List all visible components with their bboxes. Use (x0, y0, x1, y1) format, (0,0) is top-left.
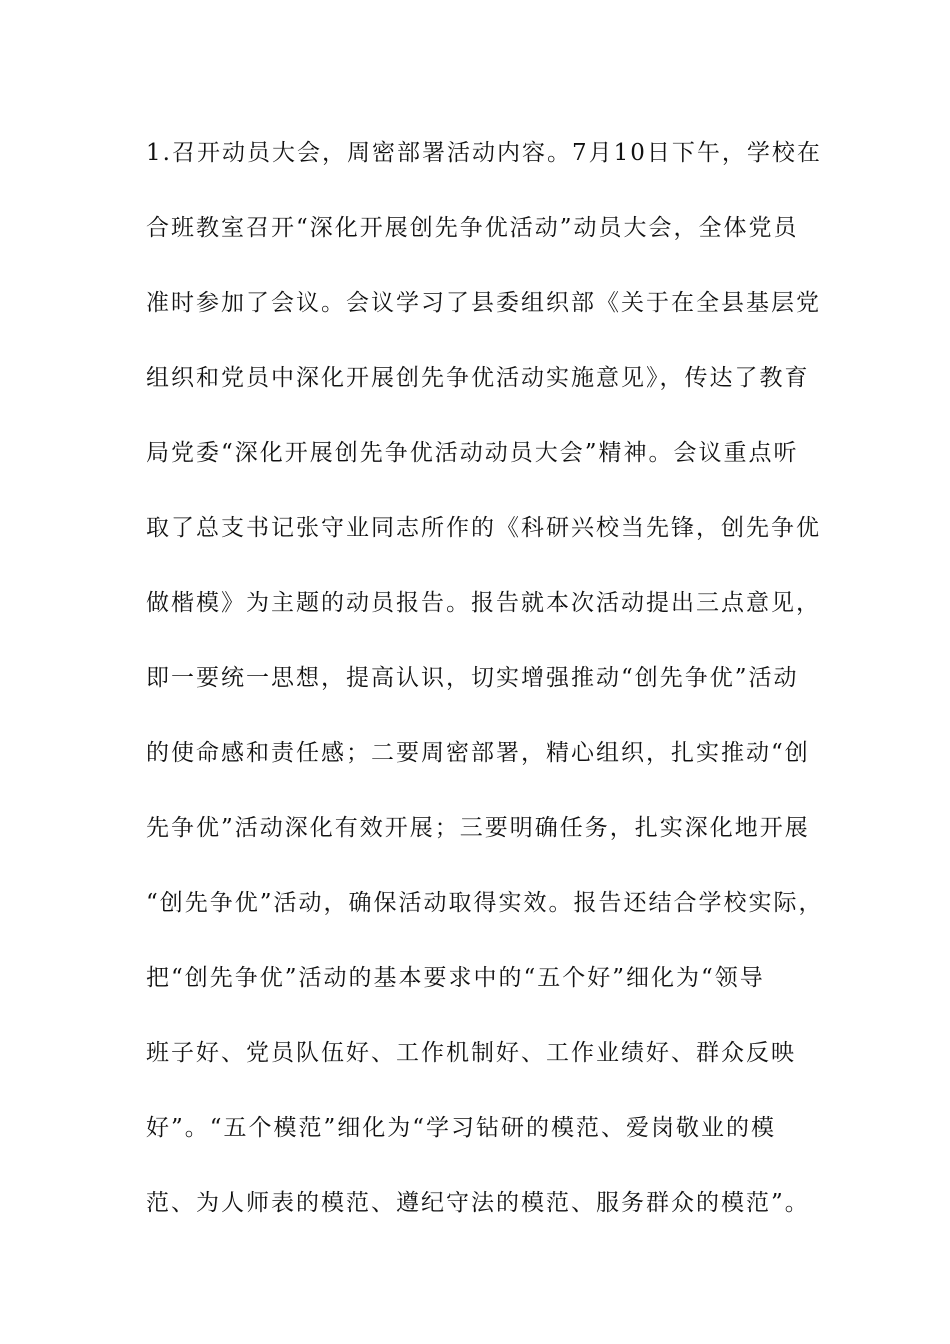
text-line: 取了总支书记张守业同志所作的《科研兴校当先锋，创先争优 (146, 515, 821, 541)
text-line: 组织和党员中深化开展创先争优活动实施意见》，传达了教育 (146, 365, 810, 391)
text-line: 班子好、党员队伍好、工作机制好、工作业绩好、群众反映 (146, 1040, 796, 1066)
text-line: 先争优”活动深化有效开展；三要明确任务，扎实深化地开展 (146, 815, 810, 841)
text-line: 1.召开动员大会，周密部署活动内容。7月10日下午，学校在 (146, 140, 822, 166)
text-line: 做楷模》为主题的动员报告。报告就本次活动提出三点意见， (146, 590, 821, 616)
text-line: 准时参加了会议。会议学习了县委组织部《关于在全县基层党 (146, 290, 821, 316)
text-line: 合班教室召开“深化开展创先争优活动”动员大会，全体党员 (146, 215, 799, 241)
text-line: 范、为人师表的模范、遵纪守法的模范、服务群众的模范”。 (146, 1190, 810, 1216)
text-line: 把“创先争优”活动的基本要求中的“五个好”细化为“领导 (146, 965, 765, 991)
text-line: 的使命感和责任感；二要周密部署，精心组织，扎实推动“创 (146, 740, 810, 766)
text-line: 好”。“五个模范”细化为“学习钻研的模范、爱岗敬业的模 (146, 1115, 777, 1141)
text-line: 即一要统一思想，提高认识，切实增强推动“创先争优”活动 (146, 665, 799, 691)
text-line: “创先争优”活动，确保活动取得实效。报告还结合学校实际， (146, 890, 824, 916)
text-line: 局党委“深化开展创先争优活动动员大会”精神。会议重点听 (146, 440, 799, 466)
